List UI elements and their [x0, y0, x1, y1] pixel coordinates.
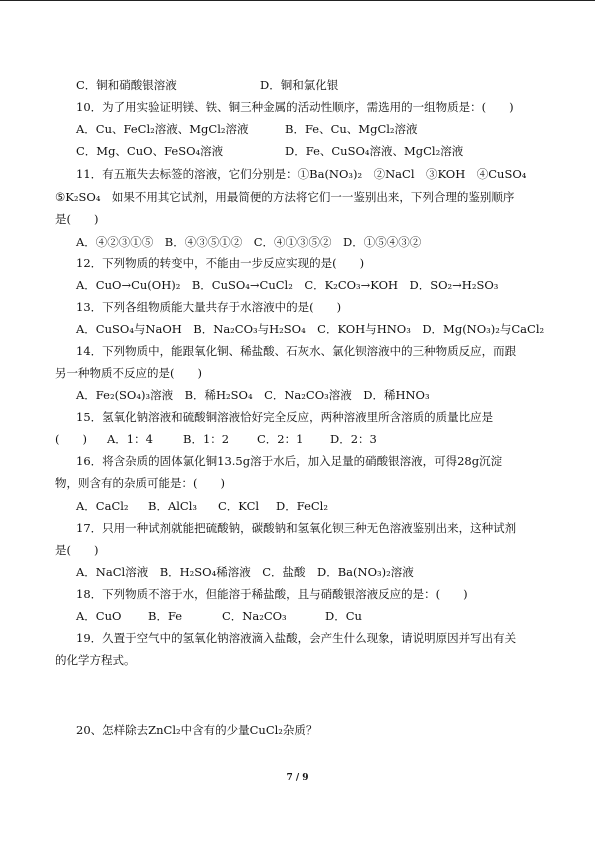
text-segment: D．FeCl₂ — [276, 499, 328, 513]
text-segment: D．Fe、CuSO₄溶液、MgCl₂溶液 — [285, 144, 464, 158]
text-segment: 20、怎样除去ZnCl₂中含有的少量CuCl₂杂质？ — [76, 723, 318, 737]
text-segment: A．Fe₂(SO₄)₃溶液 B．稀H₂SO₄ C．Na₂CO₃溶液 D．稀HNO₃ — [76, 388, 430, 402]
top-rule — [0, 0, 595, 1]
text-segment: A．CuO — [76, 609, 122, 623]
text-segment: A．④②③①⑤ B．④③⑤①② C．④①③⑤② D．①⑤④③② — [76, 235, 422, 249]
text-segment: C．KCl — [218, 499, 260, 513]
text-segment: C．Mg、CuO、FeSO₄溶液 — [76, 144, 224, 158]
text-segment: ( ) — [55, 432, 87, 446]
text-segment: 17．只用一种试剂就能把硫酸钠，碳酸钠和氢氧化钡三种无色溶液鉴别出来，这种试剂 — [76, 521, 517, 535]
text-segment: 是( ) — [55, 212, 99, 226]
text-segment: B．Fe — [148, 609, 183, 623]
text-segment: 的化学方程式。 — [55, 653, 136, 667]
text-segment: 物，则含有的杂质可能是：( ) — [55, 476, 225, 490]
text-segment: D．2：3 — [330, 432, 377, 446]
text-segment: 11．有五瓶失去标签的溶液，它们分别是：①Ba(NO₃)₂ ②NaCl ③KOH ④CuSO₄ — [76, 167, 527, 181]
text-segment: D．铜和氯化银 — [260, 78, 339, 92]
text-segment: B．AlCl₃ — [148, 499, 198, 513]
text-segment: 12．下列物质的转变中，不能由一步反应实现的是( ) — [76, 256, 365, 270]
text-segment: A．NaCl溶液 B．H₂SO₄稀溶液 C．盐酸 D．Ba(NO₃)₂溶液 — [76, 565, 414, 579]
text-segment: 19．久置于空气中的氢氧化钠溶液滴入盐酸，会产生什么现象，请说明原因并写出有关 — [76, 631, 517, 645]
text-segment: A．1：4 — [107, 432, 153, 446]
text-segment: C．2：1 — [257, 432, 304, 446]
text-segment: 10．为了用实验证明镁、铁、铜三种金属的活动性顺序，需选用的一组物质是：( ) — [76, 100, 514, 114]
text-segment: 18．下列物质不溶于水，但能溶于稀盐酸，且与硝酸银溶液反应的是：( ) — [76, 587, 468, 601]
text-segment: A．Cu、FeCl₂溶液、MgCl₂溶液 — [76, 122, 249, 136]
text-segment: 13．下列各组物质能大量共存于水溶液中的是( ) — [76, 300, 342, 314]
text-segment: 16．将含杂质的固体氯化铜13.5g溶于水后，加入足量的硝酸银溶液，可得28g沉淀 — [76, 454, 503, 468]
text-segment: 14．下列物质中，能跟氧化铜、稀盐酸、石灰水、氯化钡溶液中的三种物质反应，而跟 — [76, 344, 517, 358]
text-segment: B．Fe、Cu、MgCl₂溶液 — [285, 122, 418, 136]
text-segment: A．CuSO₄与NaOH B．Na₂CO₃与H₂SO₄ C．KOH与HNO₃ D．Mg(NO₃)₂与CaCl₂ — [76, 322, 545, 336]
text-segment: 另一种物质不反应的是( ) — [55, 366, 202, 380]
text-segment: 是( ) — [55, 543, 99, 557]
text-segment: 15．氢氧化钠溶液和硫酸铜溶液恰好完全反应，两种溶液里所含溶质的质量比应是 — [76, 410, 494, 424]
text-segment: C．Na₂CO₃ — [222, 609, 287, 623]
text-segment: D．Cu — [325, 609, 362, 623]
text-segment: A．CuO→Cu(OH)₂ B．CuSO₄→CuCl₂ C．K₂CO₃→KOH D．SO₂→H₂SO₃ — [76, 278, 499, 292]
text-segment: C．铜和硝酸银溶液 — [76, 78, 177, 92]
text-segment: B．1：2 — [183, 432, 230, 446]
text-segment: ⑤K₂SO₄ 如果不用其它试剂，用最简便的方法将它们一一鉴别出来，下列合理的鉴别顺序 — [55, 190, 515, 204]
page-number: 7 / 9 — [286, 773, 309, 783]
text-segment: A．CaCl₂ — [76, 499, 129, 513]
